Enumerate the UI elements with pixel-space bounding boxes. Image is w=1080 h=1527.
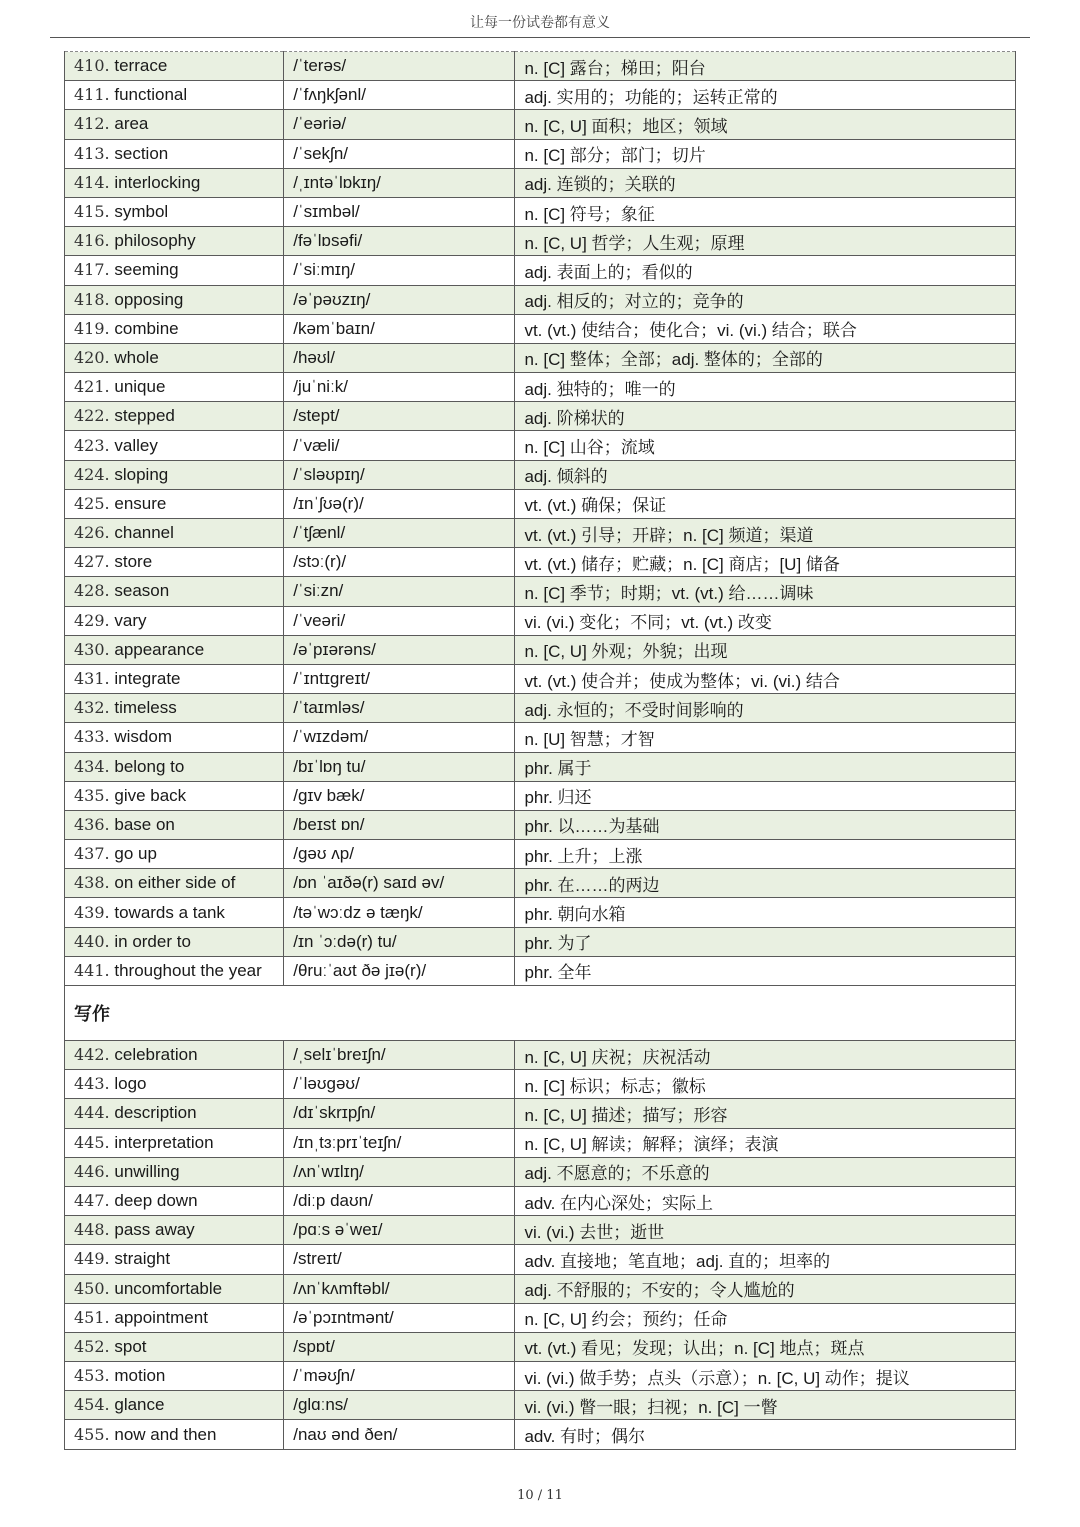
word-cell [65, 1041, 284, 1070]
word-cell [65, 1274, 284, 1303]
phonetic-cell: /ˈsləʊpɪŋ/ [284, 460, 515, 489]
word: wisdom [114, 727, 172, 747]
entry-number: 450. [74, 1278, 110, 1298]
word: functional [114, 85, 188, 105]
word: stepped [114, 406, 175, 426]
phonetic-cell: /ˌselɪˈbreɪʃn/ [284, 1041, 515, 1070]
phonetic-cell: /dɪˈskrɪpʃn/ [284, 1099, 515, 1128]
phonetic-cell: /ɒn ˈaɪðə(r) saɪd əv/ [284, 869, 515, 898]
definition-cell: n. [C, U] 面积；地区；领域 [515, 110, 1016, 139]
word-cell [65, 635, 284, 664]
entry-number: 443. [74, 1074, 110, 1094]
word: celebration [114, 1045, 198, 1065]
definition-cell: n. [C] 露台；梯田；阳台 [515, 52, 1016, 81]
entry-number: 429. [74, 610, 110, 630]
word: integrate [114, 669, 181, 689]
definition-cell: n. [C] 季节；时期；vt. (vt.) 给……调味 [515, 577, 1016, 606]
table-row [65, 81, 1016, 110]
table-row [65, 1332, 1016, 1361]
definition-cell: n. [C] 部分；部门；切片 [515, 139, 1016, 168]
entry-number: 444. [74, 1103, 110, 1123]
definition-cell: n. [C] 整体；全部；adj. 整体的；全部的 [515, 343, 1016, 372]
phonetic-cell: /ɡəʊ ʌp/ [284, 840, 515, 869]
table-row [65, 1070, 1016, 1099]
definition-cell: n. [C] 山谷；流域 [515, 431, 1016, 460]
word-cell [65, 1245, 284, 1274]
phonetic-cell: /ˈtaɪmləs/ [284, 694, 515, 723]
phonetic-cell: /ʌnˈkʌmftəbl/ [284, 1274, 515, 1303]
word: appearance [114, 639, 205, 659]
entry-number: 449. [74, 1249, 110, 1269]
entry-number: 427. [74, 552, 110, 572]
definition-cell: vt. (vt.) 储存；贮藏；n. [C] 商店；[U] 储备 [515, 548, 1016, 577]
phonetic-cell: /ɡɪv bæk/ [284, 781, 515, 810]
word-cell [65, 1186, 284, 1215]
definition-cell: vi. (vi.) 做手势；点头（示意）；n. [C, U] 动作；提议 [515, 1362, 1016, 1391]
entry-number: 447. [74, 1191, 110, 1211]
table-row [65, 227, 1016, 256]
definition-cell: adv. 有时；偶尔 [515, 1420, 1016, 1449]
phonetic-cell: /ˈsɪmbəl/ [284, 197, 515, 226]
definition-cell: n. [U] 智慧；才智 [515, 723, 1016, 752]
table-row [65, 489, 1016, 518]
definition-cell: n. [C, U] 描述；描写；形容 [515, 1099, 1016, 1128]
word: towards a tank [114, 902, 225, 922]
phonetic-cell: /ɪnˈʃʊə(r)/ [284, 489, 515, 518]
entry-number: 432. [74, 698, 110, 718]
definition-cell: vi. (vi.) 变化；不同；vt. (vt.) 改变 [515, 606, 1016, 635]
table-row [65, 1303, 1016, 1332]
table-row [65, 1128, 1016, 1157]
vocabulary-table [64, 51, 1016, 1450]
word: description [114, 1103, 197, 1123]
definition-cell: n. [C, U] 解读；解释；演绎；表演 [515, 1128, 1016, 1157]
word-cell [65, 256, 284, 285]
word-cell [65, 285, 284, 314]
entry-number: 439. [74, 902, 110, 922]
table-row [65, 314, 1016, 343]
word-cell [65, 781, 284, 810]
entry-number: 435. [74, 785, 110, 805]
phonetic-cell: /ˈsiːmɪŋ/ [284, 256, 515, 285]
table-row [65, 460, 1016, 489]
definition-cell: n. [C] 符号；象征 [515, 197, 1016, 226]
phonetic-cell: /ˈsekʃn/ [284, 139, 515, 168]
word-cell [65, 402, 284, 431]
table-row [65, 1391, 1016, 1420]
word-cell [65, 52, 284, 81]
table-row [65, 664, 1016, 693]
word: straight [114, 1249, 171, 1269]
word-cell [65, 197, 284, 226]
entry-number: 412. [74, 114, 110, 134]
entry-number: 455. [74, 1424, 110, 1444]
definition-cell: phr. 属于 [515, 752, 1016, 781]
word-cell [65, 1303, 284, 1332]
word-cell [65, 810, 284, 839]
word: combine [114, 318, 179, 338]
table-row [65, 197, 1016, 226]
word: now and then [114, 1424, 217, 1444]
phonetic-cell: /ˈməʊʃn/ [284, 1362, 515, 1391]
definition-cell: adj. 表面上的；看似的 [515, 256, 1016, 285]
table-row [65, 1099, 1016, 1128]
definition-cell: vt. (vt.) 确保；保证 [515, 489, 1016, 518]
word: interpretation [114, 1132, 214, 1152]
word: unique [114, 377, 166, 397]
table-row [65, 1186, 1016, 1215]
table-row [65, 635, 1016, 664]
table-row [65, 752, 1016, 781]
table-row [65, 694, 1016, 723]
phonetic-cell: /ˈeəriə/ [284, 110, 515, 139]
definition-cell: vi. (vi.) 去世；逝世 [515, 1216, 1016, 1245]
word: sloping [114, 464, 169, 484]
word-cell [65, 927, 284, 956]
page-number: 10 / 11 [517, 1488, 563, 1503]
table-row [65, 810, 1016, 839]
phonetic-cell: /ˈterəs/ [284, 52, 515, 81]
entry-number: 417. [74, 260, 110, 280]
phonetic-cell: /stɔː(r)/ [284, 548, 515, 577]
definition-cell: vt. (vt.) 看见；发现；认出；n. [C] 地点；斑点 [515, 1332, 1016, 1361]
word: terrace [114, 56, 168, 76]
phonetic-cell: /spɒt/ [284, 1332, 515, 1361]
phonetic-cell: /ˈfʌŋkʃənl/ [284, 81, 515, 110]
entry-number: 451. [74, 1307, 110, 1327]
section-title: 写作 [65, 986, 1016, 1041]
table-row [65, 1245, 1016, 1274]
word: uncomfortable [114, 1278, 223, 1298]
word: go up [114, 844, 157, 864]
entry-number: 446. [74, 1161, 110, 1181]
word-cell [65, 1216, 284, 1245]
word-cell [65, 577, 284, 606]
word-cell [65, 460, 284, 489]
entry-number: 437. [74, 844, 110, 864]
definition-cell: adj. 连锁的；关联的 [515, 168, 1016, 197]
table-row [65, 1157, 1016, 1186]
word-cell [65, 489, 284, 518]
table-row [65, 52, 1016, 81]
entry-number: 424. [74, 464, 110, 484]
word-cell [65, 1332, 284, 1361]
table-row [65, 606, 1016, 635]
entry-number: 448. [74, 1220, 110, 1240]
table-row [65, 577, 1016, 606]
word-cell [65, 869, 284, 898]
section-heading-row [65, 986, 1016, 1041]
entry-number: 426. [74, 523, 110, 543]
definition-cell: adv. 直接地；笔直地；adj. 直的；坦率的 [515, 1245, 1016, 1274]
table-row [65, 927, 1016, 956]
phonetic-cell: /fəˈlɒsəfi/ [284, 227, 515, 256]
definition-cell: phr. 朝向水箱 [515, 898, 1016, 927]
definition-cell: n. [C, U] 约会；预约；任命 [515, 1303, 1016, 1332]
word-cell [65, 898, 284, 927]
definition-cell: n. [C, U] 哲学；人生观；原理 [515, 227, 1016, 256]
word: season [114, 581, 170, 601]
table-row [65, 110, 1016, 139]
word-cell [65, 168, 284, 197]
phonetic-cell: /ˈləʊɡəʊ/ [284, 1070, 515, 1099]
word-cell [65, 840, 284, 869]
word: valley [114, 435, 158, 455]
table-row [65, 548, 1016, 577]
table-row [65, 898, 1016, 927]
table-row [65, 869, 1016, 898]
entry-number: 422. [74, 406, 110, 426]
phonetic-cell: /ˈveəri/ [284, 606, 515, 635]
definition-cell: n. [C, U] 庆祝；庆祝活动 [515, 1041, 1016, 1070]
word: channel [114, 523, 174, 543]
header-divider [50, 37, 1030, 38]
word: appointment [114, 1307, 208, 1327]
phonetic-cell: /θruːˈaʊt ðə jɪə(r)/ [284, 956, 515, 985]
phonetic-cell: /bɪˈlɒŋ tu/ [284, 752, 515, 781]
entry-number: 442. [74, 1045, 110, 1065]
word: on either side of [114, 873, 236, 893]
definition-cell: vt. (vt.) 使合并；使成为整体；vi. (vi.) 结合 [515, 664, 1016, 693]
word: section [114, 143, 169, 163]
word: seeming [114, 260, 179, 280]
table-row [65, 402, 1016, 431]
phonetic-cell: /naʊ ənd ðen/ [284, 1420, 515, 1449]
entry-number: 454. [74, 1395, 110, 1415]
word-cell [65, 752, 284, 781]
table-row [65, 256, 1016, 285]
word: in order to [114, 931, 191, 951]
word-cell [65, 139, 284, 168]
definition-cell: vt. (vt.) 使结合；使化合；vi. (vi.) 结合；联合 [515, 314, 1016, 343]
entry-number: 441. [74, 960, 110, 980]
definition-cell: phr. 在……的两边 [515, 869, 1016, 898]
table-row [65, 343, 1016, 372]
table-row [65, 1362, 1016, 1391]
definition-cell: n. [C] 标识；标志；徽标 [515, 1070, 1016, 1099]
word-cell [65, 431, 284, 460]
phonetic-cell: /kəmˈbaɪn/ [284, 314, 515, 343]
table-row [65, 781, 1016, 810]
word-cell [65, 723, 284, 752]
phonetic-cell: /beɪst ɒn/ [284, 810, 515, 839]
entry-number: 420. [74, 347, 110, 367]
definition-cell: vi. (vi.) 瞥一眼；扫视；n. [C] 一瞥 [515, 1391, 1016, 1420]
definition-cell: adj. 不舒服的；不安的；令人尴尬的 [515, 1274, 1016, 1303]
word-cell [65, 314, 284, 343]
word: give back [114, 785, 187, 805]
entry-number: 418. [74, 289, 110, 309]
word-cell [65, 343, 284, 372]
word-cell [65, 664, 284, 693]
phonetic-cell: /ˈɪntɪɡreɪt/ [284, 664, 515, 693]
word: opposing [114, 289, 184, 309]
word: store [114, 552, 153, 572]
definition-cell: phr. 全年 [515, 956, 1016, 985]
page-header: 让每一份试卷都有意义 [470, 15, 610, 31]
table-row [65, 1274, 1016, 1303]
definition-cell: adj. 实用的；功能的；运转正常的 [515, 81, 1016, 110]
entry-number: 434. [74, 756, 110, 776]
phonetic-cell: /həʊl/ [284, 343, 515, 372]
phonetic-cell: /ˈtʃænl/ [284, 519, 515, 548]
definition-cell: phr. 归还 [515, 781, 1016, 810]
entry-number: 423. [74, 435, 110, 455]
table-row [65, 519, 1016, 548]
word: motion [114, 1366, 166, 1386]
word: pass away [114, 1220, 195, 1240]
word-cell [65, 1099, 284, 1128]
definition-cell: phr. 为了 [515, 927, 1016, 956]
table-row [65, 1420, 1016, 1449]
entry-number: 410. [74, 56, 110, 76]
entry-number: 419. [74, 318, 110, 338]
definition-cell: adj. 倾斜的 [515, 460, 1016, 489]
entry-number: 433. [74, 727, 110, 747]
phonetic-cell: /ʌnˈwɪlɪŋ/ [284, 1157, 515, 1186]
table-row [65, 1041, 1016, 1070]
entry-number: 430. [74, 639, 110, 659]
table-row [65, 431, 1016, 460]
entry-number: 416. [74, 231, 110, 251]
word: whole [114, 347, 159, 367]
word: spot [114, 1336, 147, 1356]
definition-cell: adv. 在内心深处；实际上 [515, 1186, 1016, 1215]
word: ensure [114, 493, 167, 513]
definition-cell: adj. 不愿意的；不乐意的 [515, 1157, 1016, 1186]
word: symbol [114, 202, 169, 222]
entry-number: 421. [74, 377, 110, 397]
phonetic-cell: /təˈwɔːdz ə tæŋk/ [284, 898, 515, 927]
word: glance [114, 1395, 165, 1415]
word: base on [114, 814, 175, 834]
word: logo [114, 1074, 147, 1094]
word-cell [65, 956, 284, 985]
entry-number: 431. [74, 669, 110, 689]
word: deep down [114, 1191, 198, 1211]
entry-number: 453. [74, 1366, 110, 1386]
phonetic-cell: /əˈpɪərəns/ [284, 635, 515, 664]
phonetic-cell: /ɪnˌtɜːprɪˈteɪʃn/ [284, 1128, 515, 1157]
entry-number: 413. [74, 143, 110, 163]
definition-cell: n. [C, U] 外观；外貌；出现 [515, 635, 1016, 664]
word-cell [65, 227, 284, 256]
definition-cell: adj. 永恒的；不受时间影响的 [515, 694, 1016, 723]
entry-number: 414. [74, 172, 110, 192]
entry-number: 438. [74, 873, 110, 893]
table-row [65, 1216, 1016, 1245]
entry-number: 411. [74, 85, 110, 105]
word-cell [65, 1157, 284, 1186]
word-cell [65, 1362, 284, 1391]
word-cell [65, 81, 284, 110]
phonetic-cell: /əˈpɔɪntmənt/ [284, 1303, 515, 1332]
word: belong to [114, 756, 185, 776]
word-cell [65, 694, 284, 723]
definition-cell: adj. 独特的；唯一的 [515, 373, 1016, 402]
table-row [65, 139, 1016, 168]
word: unwilling [114, 1161, 180, 1181]
definition-cell: phr. 以……为基础 [515, 810, 1016, 839]
phonetic-cell: /ˈwɪzdəm/ [284, 723, 515, 752]
phonetic-cell: /streɪt/ [284, 1245, 515, 1274]
entry-number: 415. [74, 202, 110, 222]
phonetic-cell: /əˈpəʊzɪŋ/ [284, 285, 515, 314]
entry-number: 425. [74, 493, 110, 513]
phonetic-cell: /ˈvæli/ [284, 431, 515, 460]
phonetic-cell: /juˈniːk/ [284, 373, 515, 402]
table-row [65, 723, 1016, 752]
word-cell [65, 1420, 284, 1449]
word-cell [65, 110, 284, 139]
entry-number: 452. [74, 1336, 110, 1356]
phonetic-cell: /ɪn ˈɔːdə(r) tu/ [284, 927, 515, 956]
table-row [65, 285, 1016, 314]
table-row [65, 168, 1016, 197]
word-cell [65, 373, 284, 402]
entry-number: 440. [74, 931, 110, 951]
phonetic-cell: /ɡlɑːns/ [284, 1391, 515, 1420]
entry-number: 445. [74, 1132, 110, 1152]
word-cell [65, 1128, 284, 1157]
phonetic-cell: /ˌɪntəˈlɒkɪŋ/ [284, 168, 515, 197]
word-cell [65, 606, 284, 635]
definition-cell: adj. 阶梯状的 [515, 402, 1016, 431]
definition-cell: phr. 上升；上涨 [515, 840, 1016, 869]
word: philosophy [114, 231, 196, 251]
word: throughout the year [114, 960, 262, 980]
phonetic-cell: /ˈsiːzn/ [284, 577, 515, 606]
table-row [65, 840, 1016, 869]
word: area [114, 114, 149, 134]
phonetic-cell: /stept/ [284, 402, 515, 431]
definition-cell: vt. (vt.) 引导；开辟；n. [C] 频道；渠道 [515, 519, 1016, 548]
table-row [65, 956, 1016, 985]
word-cell [65, 1391, 284, 1420]
word: timeless [114, 698, 177, 718]
phonetic-cell: /pɑːs əˈweɪ/ [284, 1216, 515, 1245]
word-cell [65, 519, 284, 548]
table-row [65, 373, 1016, 402]
entry-number: 428. [74, 581, 110, 601]
word: interlocking [114, 172, 201, 192]
word: vary [114, 610, 147, 630]
word-cell [65, 1070, 284, 1099]
word-cell [65, 548, 284, 577]
phonetic-cell: /diːp daʊn/ [284, 1186, 515, 1215]
definition-cell: adj. 相反的；对立的；竞争的 [515, 285, 1016, 314]
entry-number: 436. [74, 814, 110, 834]
